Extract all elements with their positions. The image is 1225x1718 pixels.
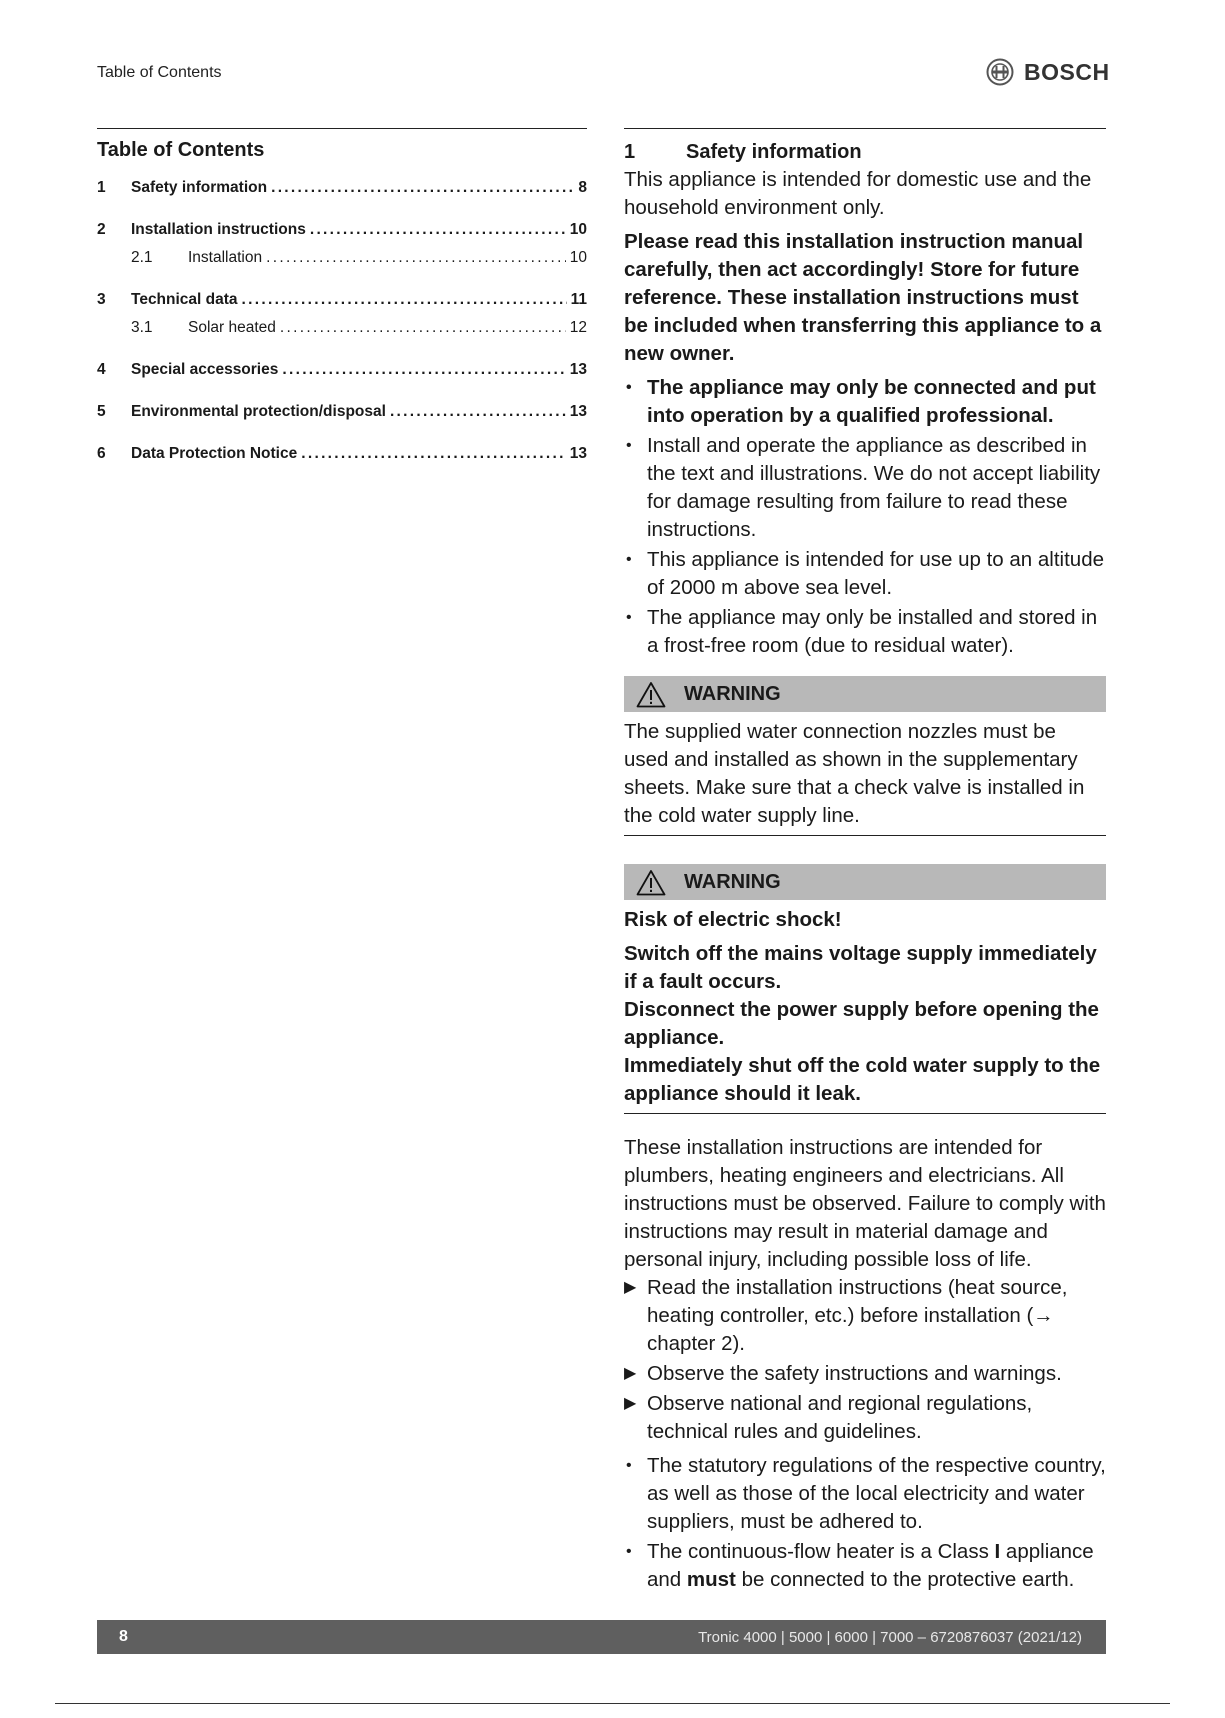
list-item: • The statutory regulations of the respective country, as well as those of the local electricity and water suppliers, must be adhered to.: [624, 1452, 1106, 1536]
warning-line: Immediately shut off the cold water supply to the appliance should it leak.: [624, 1054, 1101, 1105]
warning-line: Switch off the mains voltage supply immediately if a fault occurs.: [624, 942, 1097, 993]
action-item: ▶ Observe national and regional regulations, technical rules and guidelines.: [624, 1392, 1033, 1443]
safety-bullet-list: [624, 374, 1106, 660]
bosch-armature-icon: [986, 58, 1014, 86]
arrow-right-icon: ▶: [624, 1365, 637, 1382]
list-item: • The appliance may only be connected and put into operation by a qualified professional.: [624, 374, 1106, 430]
action-item: ▶ Read the installation instructions (heat source, heating controller, etc.) before installation (→ chapter 2).: [624, 1276, 1068, 1355]
arrow-right-icon: ▶: [624, 1279, 637, 1296]
toc-entry[interactable]: 5 Environmental protection/disposal . . . 13: [97, 398, 587, 426]
warning-line: Disconnect the power supply before opening the appliance.: [624, 998, 1099, 1049]
regulation-bullet-list: [624, 1452, 1106, 1594]
page-number: 8: [119, 1628, 128, 1645]
section-heading: 1 Safety information: [624, 141, 862, 163]
toc-subentry[interactable]: 3.1 Solar heated . . . 12: [131, 314, 587, 342]
audience-text: These installation instructions are intended for plumbers, heating engineers and electricians. All instructions must be observed. Failure to comply with instructions may result in material damage and personal injury, including possible loss of life.: [624, 1136, 1106, 1271]
read-manual-notice: Please read this installation instruction manual carefully, then act accordingly! Store for future reference. These installation instructions must be included when transferring this appliance to a new owner.: [624, 230, 1102, 365]
warning-triangle-icon: [636, 869, 666, 896]
safety-section: [624, 128, 1106, 1596]
intro-text: This appliance is intended for domestic use and the household environment only.: [624, 168, 1092, 219]
warning-body: [624, 712, 1106, 836]
warning-text: The supplied water connection nozzles must be used and installed as shown in the supplementary sheets. Make sure that a check valve is installed in the cold water supply line.: [624, 720, 1085, 827]
warning-header: [624, 676, 1106, 712]
toc-entry[interactable]: 6 Data Protection Notice . . . 13: [97, 440, 587, 468]
page-footer: [97, 1620, 1106, 1654]
warning-header: [624, 864, 1106, 900]
toc-entry[interactable]: 3 Technical data . . . 11: [97, 286, 587, 314]
toc-entry[interactable]: 1 Safety information . . . 8: [97, 174, 587, 202]
document-id: Tronic 4000 | 5000 | 6000 | 7000 – 6720876037 (2021/12): [698, 1628, 1082, 1646]
list-item: • This appliance is intended for use up to an altitude of 2000 m above sea level.: [624, 546, 1106, 602]
brand-name: BOSCH: [1024, 58, 1110, 85]
action-item: ▶ Observe the safety instructions and warnings.: [624, 1360, 1106, 1388]
toc-entry[interactable]: 2 Installation instructions . . . 10: [97, 216, 587, 244]
warning-title: WARNING: [684, 683, 781, 705]
toc-entry[interactable]: 4 Special accessories . . . 13: [97, 356, 587, 384]
arrow-right-icon: ▶: [624, 1395, 637, 1412]
table-of-contents: [97, 128, 587, 468]
bottom-divider: [55, 1703, 1170, 1704]
list-item: • The continuous-flow heater is a Class I appliance and must be connected to the protective earth.: [624, 1538, 1106, 1594]
brand-logo: [986, 58, 1110, 86]
running-header: Table of Contents: [97, 64, 222, 81]
action-list: [624, 1274, 1106, 1446]
warning-body: [624, 900, 1106, 1114]
warning-triangle-icon: [636, 681, 666, 708]
warning-title: WARNING: [684, 871, 781, 893]
warning-lead: Risk of electric shock!: [624, 908, 842, 931]
list-item: • Install and operate the appliance as described in the text and illustrations. We do not accept liability for damage resulting from failure to read these instructions.: [624, 432, 1106, 544]
list-item: • The appliance may only be installed and stored in a frost-free room (due to residual water).: [624, 604, 1106, 660]
toc-subentry[interactable]: 2.1 Installation . . . 10: [131, 244, 587, 272]
toc-title: Table of Contents: [97, 139, 265, 161]
